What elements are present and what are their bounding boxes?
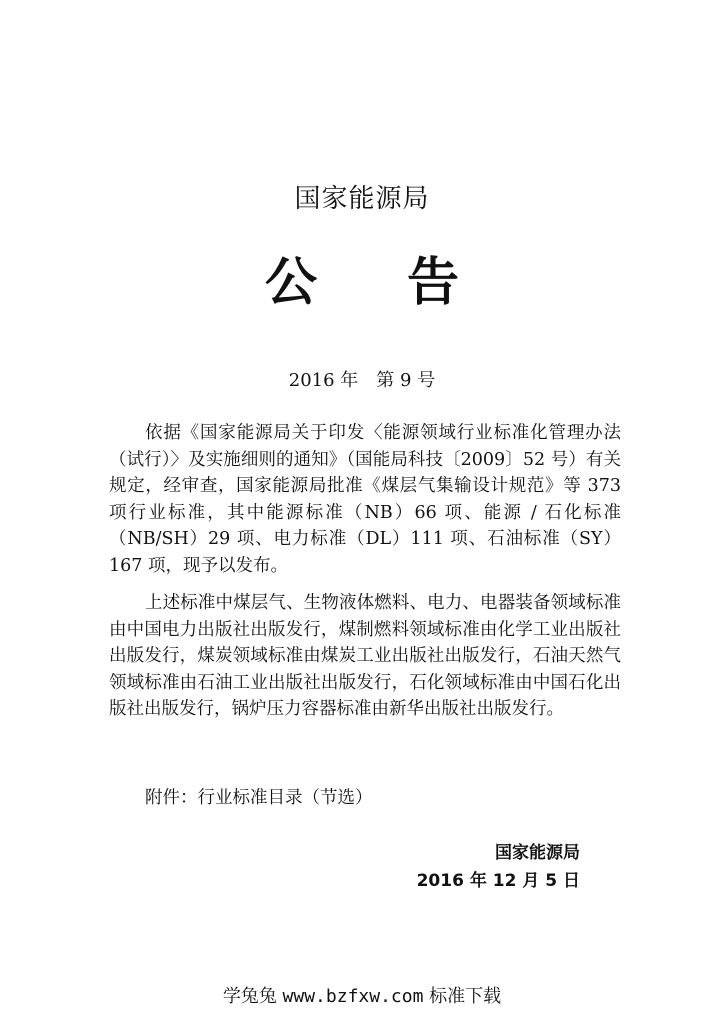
document-title: 公告 [264,253,549,313]
announcement-number: 2016 年 第 9 号 [288,370,436,391]
footer-tagline: 标准下载 [429,986,502,1007]
issuer-name: 国家能源局 [294,184,430,214]
footer-site-name: 学兔兔 [222,986,277,1007]
attachment-line: 附件：行业标准目录（节选） [145,788,373,808]
footer-url-link[interactable]: www.bzfxw.com [282,986,424,1007]
signature-organization: 国家能源局 [495,843,580,863]
body-paragraph-1: 依据《国家能源局关于印发〈能源领域行业标准化管理办法（试行）〉及实施细则的通知》（国能局科技〔2009〕52 号）有关规定，经审查，国家能源局批准《煤层气集输设计规范》等 373 项行业标准，其中能源标准（NB）66 项、能源 / 石化标准（NB/SH）29 项、电力标准（DL）111 项、石油标准（SY）167 项，现予以发布。 [109,423,621,576]
footer-watermark [0,982,724,1008]
signature-date: 2016 年 12 月 5 日 [416,871,580,891]
body-paragraph-2: 上述标准中煤层气、生物液体燃料、电力、电器装备领域标准由中国电力出版社出版发行，煤制燃料领域标准由化学工业出版社出版发行，煤炭领域标准由煤炭工业出版社出版发行，石油天然气领域标准由石油工业出版社出版发行，石化领域标准由中国石化出版社出版发行，锅炉压力容器标准由新华出版社出版发行。 [109,593,621,720]
